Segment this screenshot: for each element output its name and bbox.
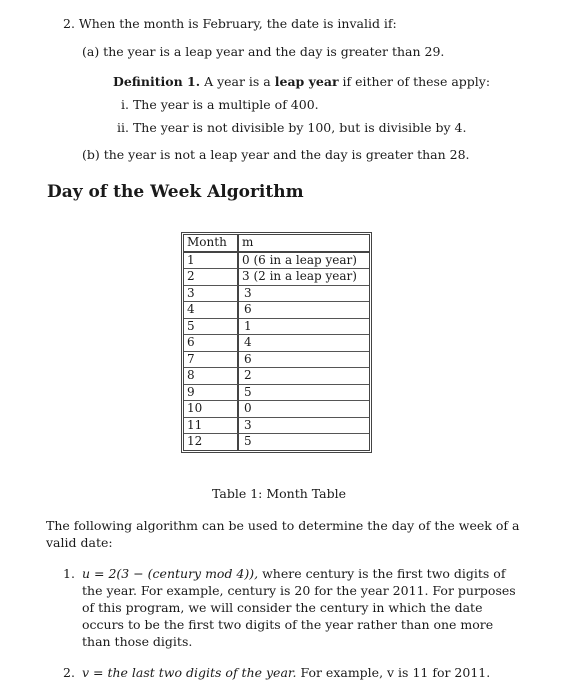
- m-value-cell: 4: [239, 335, 369, 352]
- intro-paragraph: The following algorithm can be used to determine the day of the week of a valid date:: [46, 518, 520, 550]
- table-row: [184, 335, 369, 352]
- m-value-cell: 2: [239, 368, 369, 385]
- step-2: [63, 664, 523, 681]
- m-value-cell: 3: [239, 286, 369, 303]
- table-row: [184, 385, 369, 402]
- definition-term: leap year: [274, 74, 339, 89]
- step-number: 1.: [63, 566, 75, 581]
- rule-leap-year: (a) the year is a leap year and the day is greater than 29.: [82, 44, 445, 59]
- table-row: [184, 368, 369, 385]
- step-text: For example, v is 11 for 2011.: [296, 665, 491, 680]
- month-table: [181, 232, 372, 453]
- m-value-cell: 3: [239, 418, 369, 435]
- table-row: [184, 352, 369, 369]
- definition-label: Definition 1.: [113, 74, 201, 89]
- month-cell: 7: [184, 352, 239, 369]
- header-m: m: [239, 235, 369, 253]
- definition-item-i: i. The year is a multiple of 400.: [121, 97, 319, 112]
- m-value-cell: 0: [239, 401, 369, 418]
- table-row: [184, 418, 369, 435]
- m-value-cell: 6: [239, 302, 369, 319]
- month-cell: 8: [184, 368, 239, 385]
- m-value-cell: 5: [239, 385, 369, 402]
- table-row: [184, 286, 369, 303]
- table-row: [184, 319, 369, 336]
- step-text: the year. For example, century is 20 for the year 2011. For purposes of this program, we will consider the century in which the date occurs to be the first two digits of the year rather than one more than those digits.: [82, 583, 516, 649]
- step-1: [63, 565, 523, 650]
- rule-non-leap-year: (b) the year is not a leap year and the day is greater than 28.: [82, 147, 470, 162]
- rule-february: 2. When the month is February, the date is invalid if:: [63, 16, 397, 31]
- definition-text-pre: A year is a: [204, 74, 271, 89]
- month-cell: 5: [184, 319, 239, 336]
- definition-text-post: if either of these apply:: [342, 74, 491, 89]
- m-value-cell: 0 (6 in a leap year): [239, 253, 369, 270]
- definition-item-ii: ii. The year is not divisible by 100, but is divisible by 4.: [117, 120, 467, 135]
- month-cell: 11: [184, 418, 239, 435]
- month-cell: 6: [184, 335, 239, 352]
- section-title: Day of the Week Algorithm: [47, 182, 304, 202]
- table-header-row: [184, 235, 369, 253]
- definition: [113, 74, 490, 89]
- table-row: [184, 253, 369, 270]
- step-formula: u = 2(3 − (century mod 4)),: [82, 566, 259, 581]
- month-cell: 9: [184, 385, 239, 402]
- step-text-line1: where century is the first two digits of: [258, 566, 506, 581]
- step-number: 2.: [63, 665, 75, 680]
- month-cell: 3: [184, 286, 239, 303]
- m-value-cell: 1: [239, 319, 369, 336]
- header-month: Month: [184, 235, 239, 253]
- month-cell: 4: [184, 302, 239, 319]
- month-cell: 2: [184, 269, 239, 286]
- month-cell: 10: [184, 401, 239, 418]
- step-formula: v = the last two digits of the year.: [82, 665, 297, 680]
- m-value-cell: 5: [244, 434, 252, 448]
- table-row: [184, 434, 369, 450]
- m-value-cell: 6: [239, 352, 369, 369]
- table-row: [184, 269, 369, 286]
- table-row: [184, 302, 369, 319]
- table-caption: Table 1: Month Table: [212, 486, 346, 501]
- month-cell: 1: [184, 253, 239, 270]
- month-cell: 12: [184, 434, 239, 450]
- table-row: [184, 401, 369, 418]
- m-value-cell: 3 (2 in a leap year): [239, 269, 369, 286]
